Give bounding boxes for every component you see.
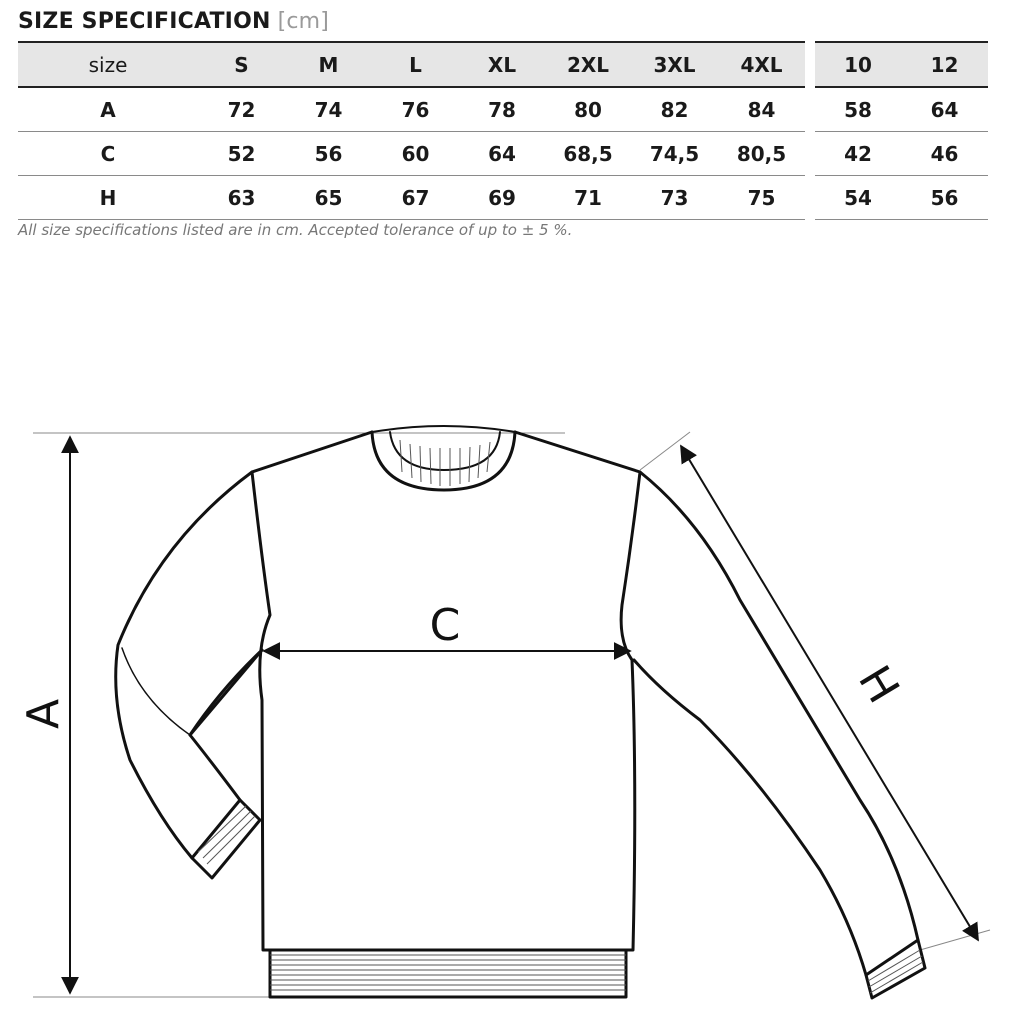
- table-cell: 75: [718, 176, 805, 220]
- right-sleeve-outline: [634, 472, 918, 975]
- row-label-cell: A: [18, 87, 198, 132]
- table-cell: 60: [372, 132, 459, 176]
- header-cell: 12: [901, 42, 988, 87]
- row-label-cell: C: [18, 132, 198, 176]
- ribbing-texture: [198, 440, 923, 993]
- left-sleeve-fold: [190, 650, 262, 735]
- header-cell: S: [198, 42, 285, 87]
- table-cell: 72: [198, 87, 285, 132]
- table-cell: 54: [815, 176, 901, 220]
- title-text: SIZE SPECIFICATION: [18, 9, 271, 34]
- table-cell: 82: [631, 87, 718, 132]
- header-cell: XL: [459, 42, 545, 87]
- table-cell: 64: [459, 132, 545, 176]
- header-cell: L: [372, 42, 459, 87]
- table-cell: 80: [545, 87, 631, 132]
- title-unit: [cm]: [277, 9, 330, 34]
- dimension-arrow-h: [681, 446, 978, 940]
- dimension-label-h: H: [848, 657, 909, 712]
- tolerance-note: All size specifications listed are in cm. Accepted tolerance of up to ± 5 %.: [18, 221, 573, 239]
- table-cell: 67: [372, 176, 459, 220]
- table-cell: 58: [815, 87, 901, 132]
- neck-inner: [390, 432, 500, 470]
- header-cell: 4XL: [718, 42, 805, 87]
- h-top-reference-line: [640, 432, 690, 470]
- table-cell: 69: [459, 176, 545, 220]
- neck-back: [372, 426, 515, 432]
- table-cell: 52: [198, 132, 285, 176]
- table-cell: 56: [901, 176, 988, 220]
- table-cell: 76: [372, 87, 459, 132]
- table-cell: 42: [815, 132, 901, 176]
- dimension-label-c: C: [429, 600, 461, 651]
- header-cell: 10: [815, 42, 901, 87]
- header-cell: M: [285, 42, 372, 87]
- table-cell: 71: [545, 176, 631, 220]
- table-cell: 74,5: [631, 132, 718, 176]
- table-cell: 68,5: [545, 132, 631, 176]
- body-outline: [252, 432, 640, 950]
- table-cell: 74: [285, 87, 372, 132]
- table-cell: 84: [718, 87, 805, 132]
- header-cell: 3XL: [631, 42, 718, 87]
- neck-rib-lines: [400, 440, 490, 486]
- header-cell-size: size: [18, 42, 198, 87]
- table-cell: 64: [901, 87, 988, 132]
- h-bottom-reference-line: [920, 930, 990, 950]
- neck-outer: [372, 432, 515, 490]
- table-cell: 80,5: [718, 132, 805, 176]
- header-cell: 2XL: [545, 42, 631, 87]
- table-cell: 63: [198, 176, 285, 220]
- dimension-label-a: A: [18, 698, 69, 730]
- table-cell: 56: [285, 132, 372, 176]
- table-cell: 46: [901, 132, 988, 176]
- row-label-cell: H: [18, 176, 198, 220]
- table-cell: 78: [459, 87, 545, 132]
- table-cell: 65: [285, 176, 372, 220]
- hem-rib-lines: [270, 955, 626, 990]
- left-sleeve-seam: [122, 648, 190, 735]
- table-cell: 73: [631, 176, 718, 220]
- sweatshirt-outline: [116, 426, 925, 998]
